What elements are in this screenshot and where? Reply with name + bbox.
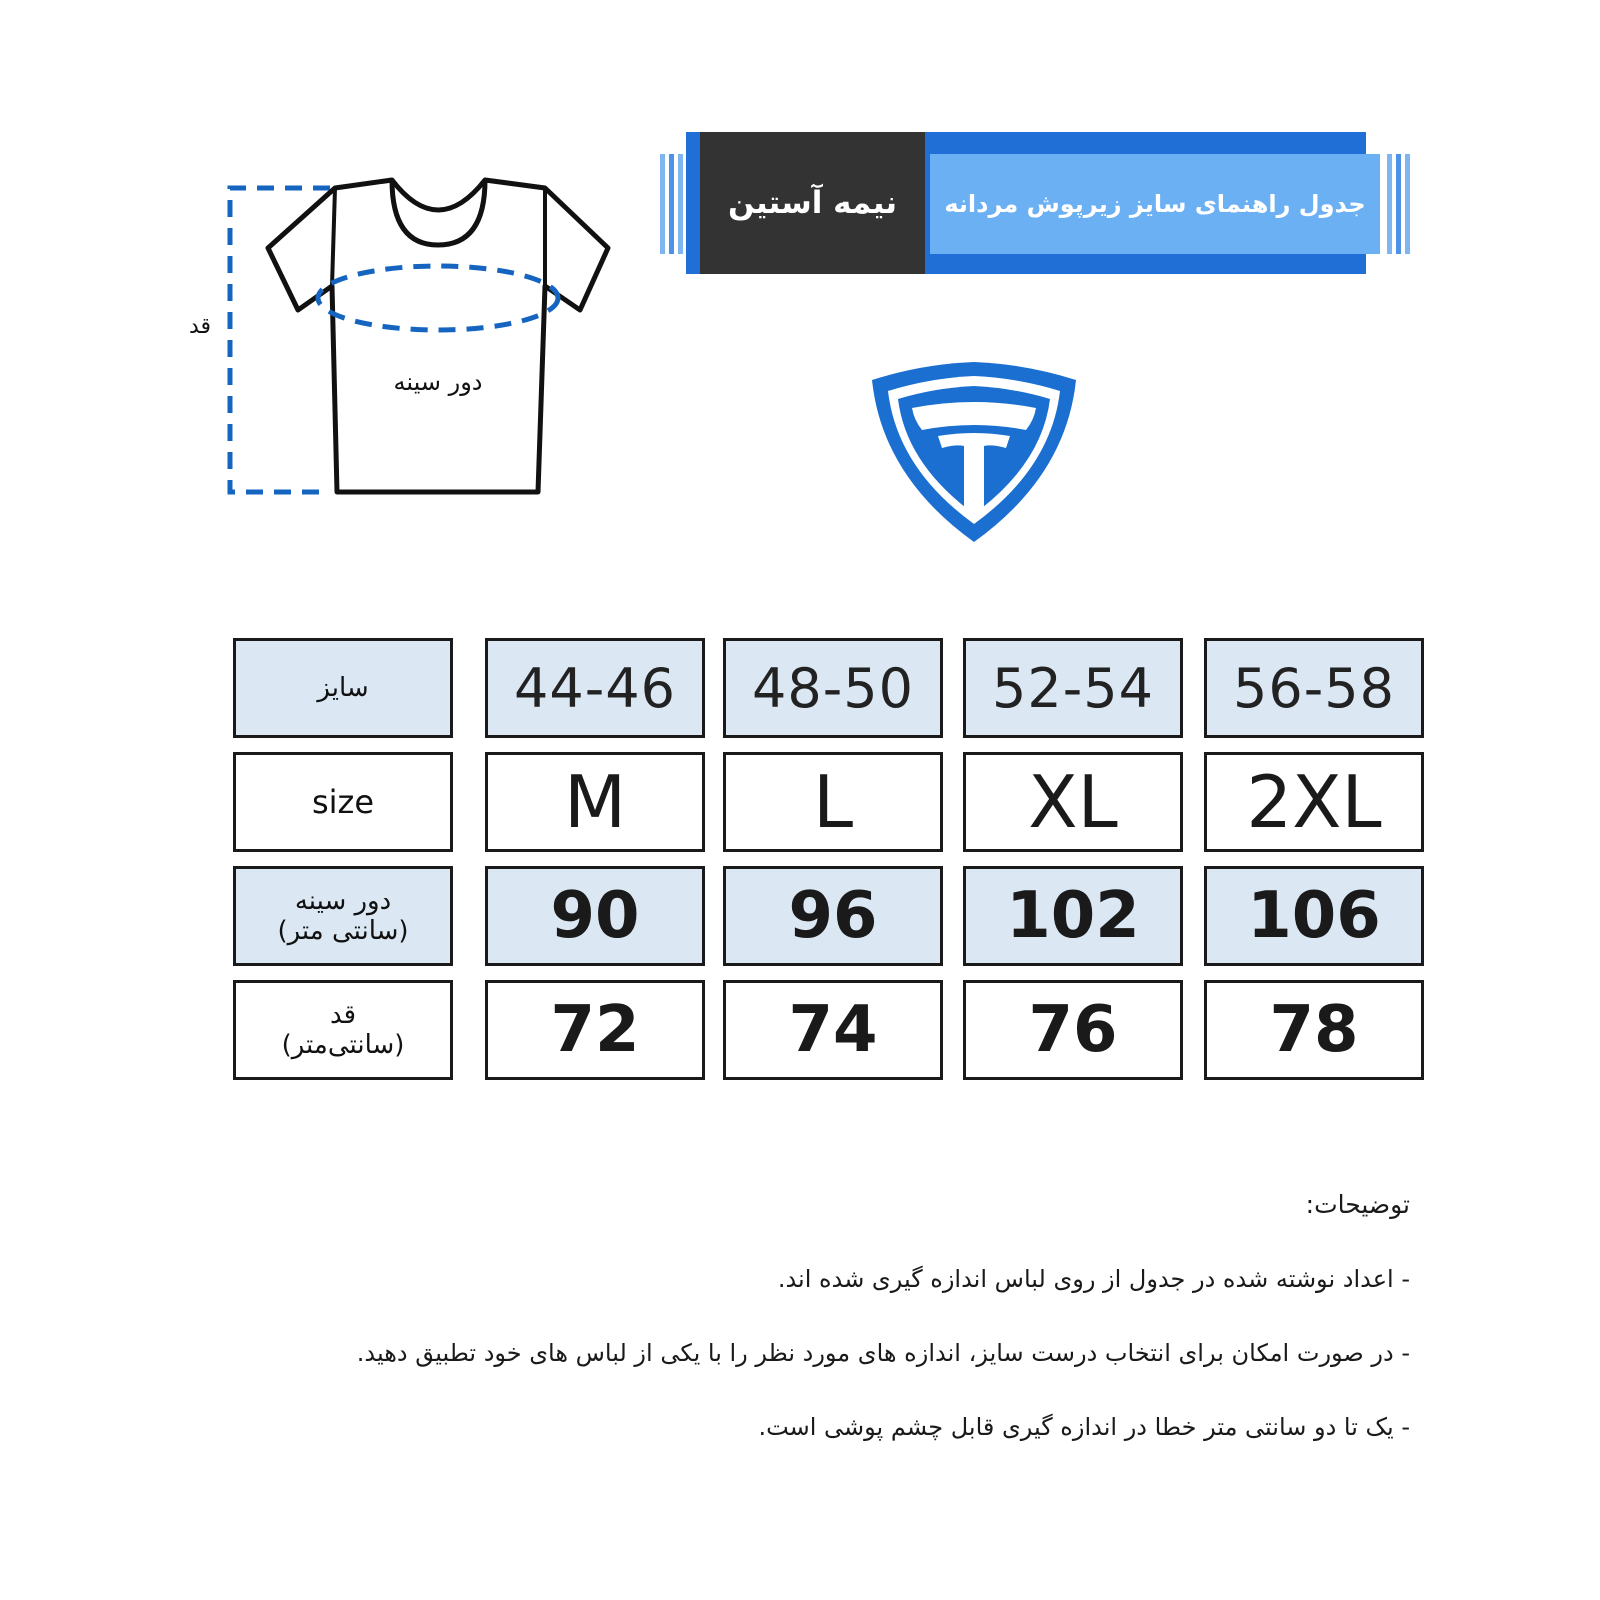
banner-stripe-left-2: [669, 154, 674, 254]
shirt-outline: [268, 180, 608, 492]
size-cell: [1204, 638, 1424, 738]
row-header-line: (سانتی‌متر): [281, 1030, 405, 1060]
size-cell-value: 2XL: [1246, 760, 1382, 844]
size-cell-value: 76: [1028, 993, 1118, 1067]
note-item: - در صورت امکان برای انتخاب درست سایز، اندازه های مورد نظر را با یکی از لباس های خود تطبیق دهید.: [356, 1339, 1410, 1367]
size-cell-value: 96: [788, 879, 878, 953]
banner-stripe-left-3: [678, 154, 683, 254]
size-cell: [485, 866, 705, 966]
size-cell-value: 52-54: [992, 656, 1154, 720]
size-cell-value: M: [563, 760, 627, 844]
row-header-line: (سانتی متر): [277, 916, 409, 946]
row-header-line: دور سینه: [294, 886, 392, 916]
size-cell: [963, 752, 1183, 852]
size-cell-value: 72: [550, 993, 640, 1067]
banner-subtitle: نیمه آستین: [728, 185, 897, 221]
brand-logo: [866, 356, 1082, 546]
size-cell: [485, 980, 705, 1080]
row-header: [233, 980, 453, 1080]
size-cell-value: 90: [550, 879, 640, 953]
shirt-measurement-diagram: [180, 170, 640, 510]
size-cell: [1204, 866, 1424, 966]
size-cell-value: 106: [1247, 879, 1381, 953]
row-header: [233, 752, 453, 852]
size-cell: [723, 638, 943, 738]
height-label: قد: [188, 314, 212, 339]
banner-stripe-right-2: [1396, 154, 1401, 254]
size-cell: [1204, 980, 1424, 1080]
banner-stripe-right-3: [1405, 154, 1410, 254]
size-cell-value: 48-50: [752, 656, 914, 720]
note-item: - اعداد نوشته شده در جدول از روی لباس اندازه گیری شده اند.: [777, 1265, 1410, 1293]
size-cell-value: 56-58: [1233, 656, 1395, 720]
title-banner: [660, 132, 1420, 274]
size-cell: [723, 980, 943, 1080]
size-cell: [963, 980, 1183, 1080]
note-item: - یک تا دو سانتی متر خطا در اندازه گیری قابل چشم پوشی است.: [758, 1413, 1410, 1441]
row-header-line: size: [311, 783, 375, 821]
banner-stripe-right-1: [1387, 154, 1392, 254]
notes-title: توضیحات:: [1305, 1190, 1410, 1219]
banner-title: جدول راهنمای سایز زیرپوش مردانه: [944, 190, 1366, 218]
size-cell: [963, 866, 1183, 966]
row-header: [233, 638, 453, 738]
row-header-line: سایز: [317, 673, 369, 703]
notes-section: [230, 1190, 1410, 1483]
size-cell: [723, 866, 943, 966]
row-header: [233, 866, 453, 966]
size-cell-value: 44-46: [514, 656, 676, 720]
row-header-line: قد: [329, 1000, 357, 1030]
shield-t-logo-icon: [866, 356, 1082, 546]
chest-label: دور سینه: [393, 368, 483, 396]
tshirt-icon: [180, 170, 640, 510]
banner-stripe-left-1: [660, 154, 665, 254]
size-cell-value: 74: [788, 993, 878, 1067]
size-cell: [485, 752, 705, 852]
size-cell: [723, 752, 943, 852]
size-cell: [963, 638, 1183, 738]
size-cell-value: L: [812, 760, 854, 844]
size-cell: [1204, 752, 1424, 852]
size-cell-value: 78: [1269, 993, 1359, 1067]
size-cell-value: 102: [1006, 879, 1140, 953]
size-cell: [485, 638, 705, 738]
size-cell-value: XL: [1028, 760, 1118, 844]
